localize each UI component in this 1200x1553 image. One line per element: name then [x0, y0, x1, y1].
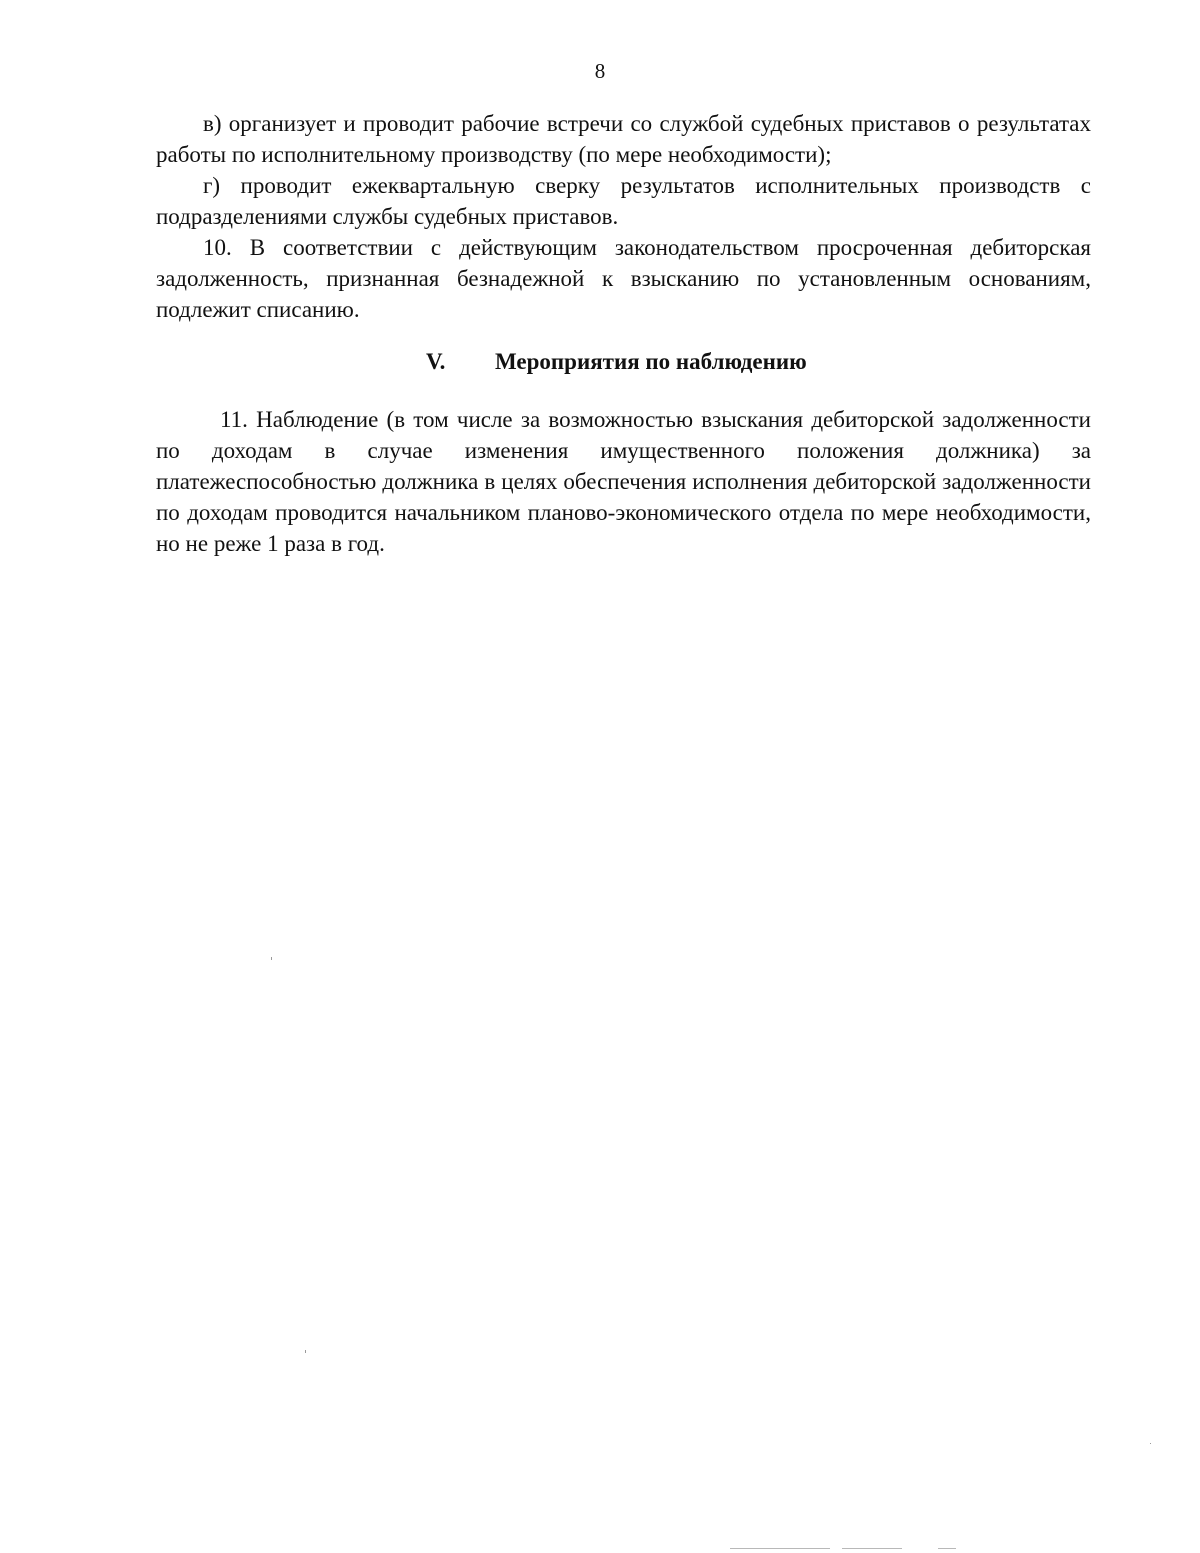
- paragraphs-section-v: [156, 404, 1091, 559]
- scan-speck: [1150, 1443, 1151, 1444]
- paragraph-11: 11. Наблюдение (в том числе за возможностью взыскания дебиторской задолженности по доходам в случае изменения имущественного положения должника) за платежеспособностью должника в целях обеспечения исполнения дебиторской задолженности по доходам проводится начальником планово-экономического отдела по мере необходимости, но не реже 1 раза в год.: [156, 407, 1091, 556]
- scan-speck: [271, 957, 272, 960]
- paragraph-g: г) проводит ежеквартальную сверку результатов исполнительных производств с подразделениями службы судебных приставов.: [156, 173, 1091, 229]
- scan-speck: [305, 1350, 306, 1353]
- paragraphs-top: [156, 108, 1091, 325]
- section-number: V.: [426, 349, 446, 374]
- scan-streak: [938, 1548, 956, 1549]
- section-title: Мероприятия по наблюдению: [495, 349, 807, 374]
- paragraph-v: в) организует и проводит рабочие встречи со службой судебных приставов о результатах работы по исполнительному производству (по мере необходимости);: [156, 111, 1091, 167]
- scan-streak: [730, 1548, 830, 1549]
- scan-streak: [842, 1548, 902, 1549]
- paragraph-10: 10. В соответствии с действующим законодательством просроченная дебиторская задолженность, признанная безнадежной к взысканию по установленным основаниям, подлежит списанию.: [156, 235, 1091, 322]
- page-number: 8: [594, 59, 606, 83]
